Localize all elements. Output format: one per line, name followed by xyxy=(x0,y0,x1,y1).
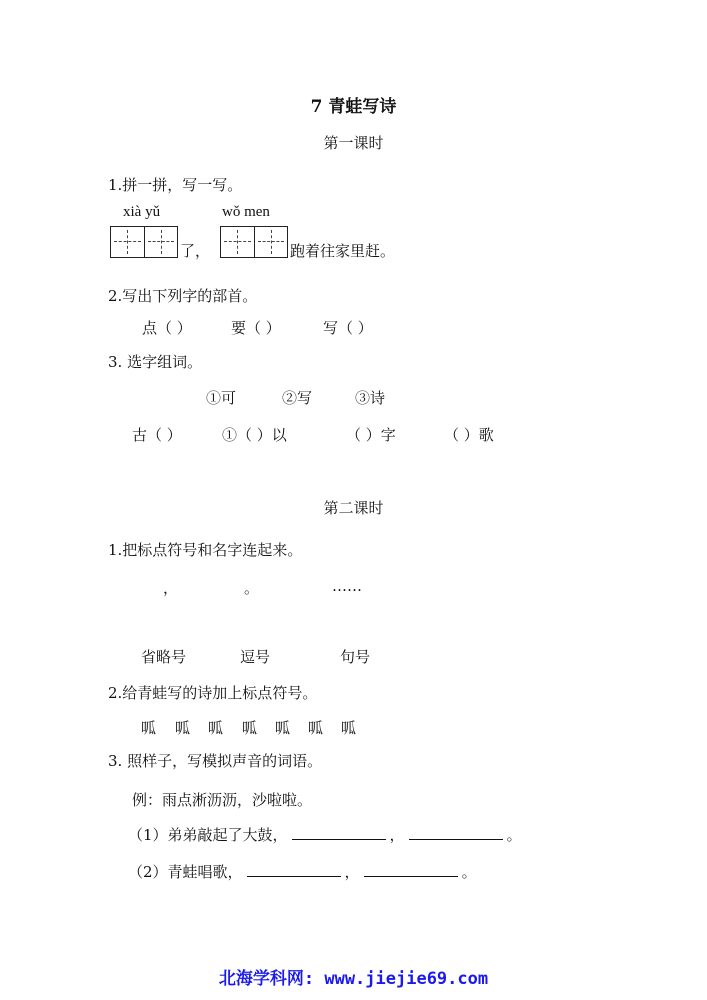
lesson2-q2-label: 2.给青蛙写的诗加上标点符号。 xyxy=(108,684,318,702)
tianzige-cell[interactable] xyxy=(144,227,177,257)
sound-item-2 xyxy=(128,861,477,882)
text-le: 了， xyxy=(180,242,211,260)
option-ke: ①可 xyxy=(206,389,237,407)
symbol-period: 。 xyxy=(244,579,260,597)
tianzige-cell[interactable] xyxy=(221,227,254,257)
radical-item-yao: 要（ ） xyxy=(231,319,281,337)
example-sentence: 例：雨点淅沥沥，沙啦啦。 xyxy=(132,791,313,809)
answer-blank[interactable] xyxy=(364,861,458,877)
lesson1-q1-label: 1.拼一拼，写一写。 xyxy=(108,176,243,194)
sound-item-1 xyxy=(128,824,522,845)
poem-word: 呱 xyxy=(208,719,224,737)
symbol-ellipsis: …… xyxy=(332,577,362,595)
poem-word: 呱 xyxy=(308,719,324,737)
radical-item-xie: 写（ ） xyxy=(323,319,373,337)
pinyin-women: wǒ men xyxy=(222,204,270,220)
lesson2-heading: 第二课时 xyxy=(323,499,384,517)
option-shi: ③诗 xyxy=(355,389,386,407)
period-mark: 。 xyxy=(461,863,477,881)
lesson1-q3-label: 3. 选字组词。 xyxy=(108,353,203,371)
word-blank-yi: ①（ ）以 xyxy=(222,426,287,444)
lesson1-heading: 第一课时 xyxy=(323,134,384,152)
name-comma: 逗号 xyxy=(240,648,271,666)
name-period: 句号 xyxy=(340,648,371,666)
sound-item-2-text: （2）青蛙唱歌， xyxy=(128,863,243,881)
tianzige-cell[interactable] xyxy=(111,227,144,257)
poem-word: 呱 xyxy=(275,719,291,737)
page-title: 7 青蛙写诗 xyxy=(310,97,397,117)
poem-word: 呱 xyxy=(242,719,258,737)
tianzige-box-1[interactable] xyxy=(110,226,178,258)
poem-word: 呱 xyxy=(175,719,191,737)
tianzige-cell[interactable] xyxy=(254,227,287,257)
poem-word: 呱 xyxy=(141,719,157,737)
comma-mark: ， xyxy=(344,863,360,881)
answer-blank[interactable] xyxy=(409,824,503,840)
symbol-comma: ， xyxy=(163,579,179,597)
answer-blank[interactable] xyxy=(292,824,386,840)
lesson2-q3-label: 3. 照样子，写模拟声音的词语。 xyxy=(108,752,323,770)
tianzige-box-2[interactable] xyxy=(220,226,288,258)
word-blank-ge: （ ）歌 xyxy=(444,426,494,444)
word-blank-gu: 古（ ） xyxy=(132,426,182,444)
option-xie: ②写 xyxy=(282,389,313,407)
sound-item-1-text: （1）弟弟敲起了大鼓， xyxy=(128,826,288,844)
radical-item-dian: 点（ ） xyxy=(142,319,192,337)
footer-watermark-link[interactable]: 北海学科网: www.jiejie69.com xyxy=(218,969,489,989)
period-mark: 。 xyxy=(506,826,522,844)
poem-word: 呱 xyxy=(341,719,357,737)
name-ellipsis: 省略号 xyxy=(141,648,187,666)
word-blank-zi: （ ）字 xyxy=(346,426,396,444)
answer-blank[interactable] xyxy=(247,861,341,877)
comma-mark: ， xyxy=(389,826,405,844)
pinyin-xiayu: xià yǔ xyxy=(123,204,161,220)
lesson2-q1-label: 1.把标点符号和名字连起来。 xyxy=(108,541,303,559)
text-paozhe: 跑着往家里赶。 xyxy=(290,242,396,260)
lesson1-q2-label: 2.写出下列字的部首。 xyxy=(108,287,258,305)
